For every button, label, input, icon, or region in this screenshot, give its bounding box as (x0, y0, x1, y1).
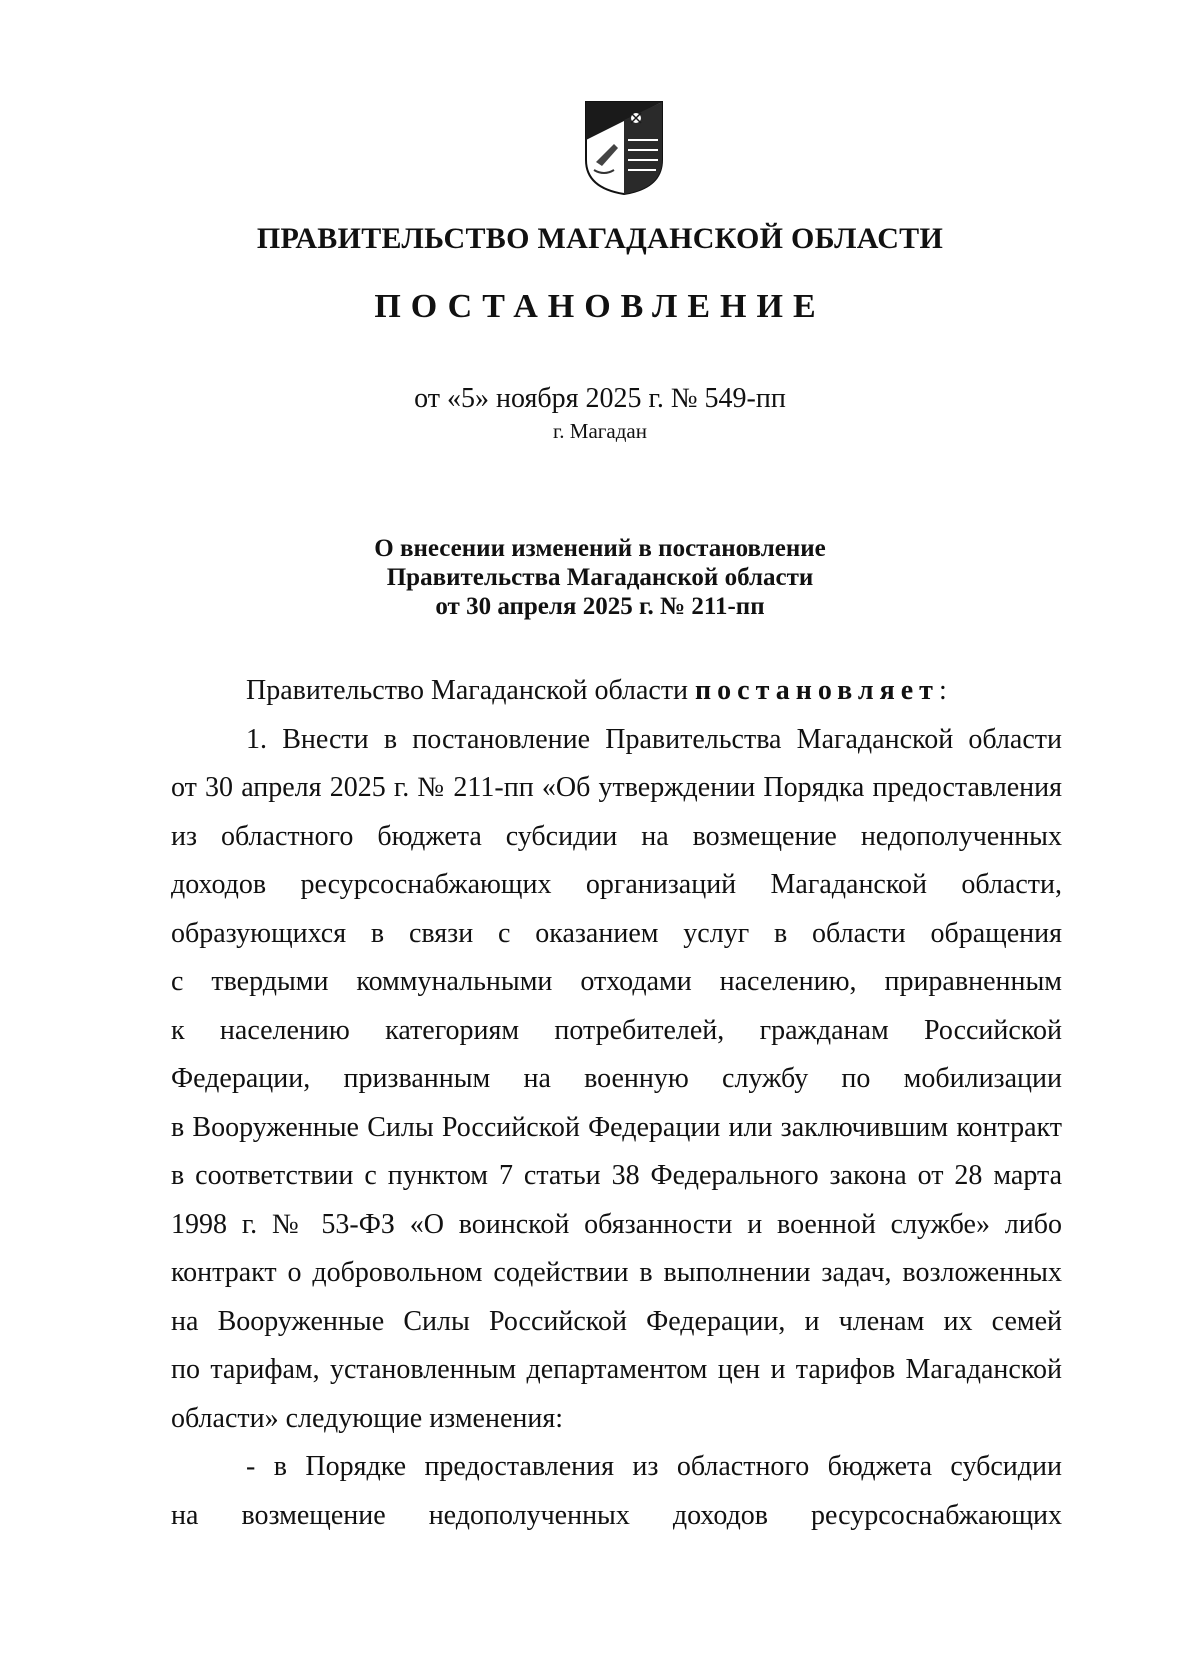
paragraph-line: с твердыми коммунальными отходами населению, приравненным (171, 966, 1062, 997)
paragraph-line: из областного бюджета субсидии на возмещение недополученных (171, 820, 1062, 852)
paragraph-line: в соответствии с пунктом 7 статьи 38 Федерального закона от 28 марта (171, 1160, 1062, 1191)
paragraph-line: на Вооруженные Силы Российской Федерации, и членам их семей (171, 1305, 1062, 1337)
document-subject (0, 534, 1200, 621)
preamble-text: Правительство Магаданской области (246, 675, 696, 706)
paragraph-line: к населению категориям потребителей, гражданам Российской (171, 1014, 1062, 1046)
subject-line: О внесении изменений в постановление (374, 535, 826, 562)
paragraph-line: 1998 г. № 53-ФЗ «О воинской обязанности и военной службе» либо (171, 1208, 1062, 1240)
government-title: ПРАВИТЕЛЬСТВО МАГАДАНСКОЙ ОБЛАСТИ (256, 222, 944, 255)
subject-line: Правительства Магаданской области (386, 564, 814, 591)
paragraph-line: доходов ресурсоснабжающих организаций Магаданской области, (171, 869, 1062, 900)
paragraph-line: 1. Внести в постановление Правительства Магаданской области (246, 723, 1062, 755)
paragraph-line: в Вооруженные Силы Российской Федерации или заключившим контракт (171, 1111, 1062, 1143)
preamble (171, 667, 1062, 716)
document-body (171, 667, 1062, 1540)
item-line: на возмещение недополученных доходов ресурсоснабжающих (171, 1499, 1062, 1531)
list-item-1 (171, 1443, 1062, 1540)
paragraph-line: по тарифам, установленным департаментом цен и тарифов Магаданской (171, 1354, 1062, 1385)
document-city: г. Магадан (553, 419, 647, 443)
item-line: - в Порядке предоставления из областного бюджета субсидии (246, 1451, 1062, 1482)
document-type-heading: ПОСТАНОВЛЕНИЕ (374, 288, 826, 325)
paragraph-line: области» следующие изменения: (171, 1402, 564, 1434)
paragraph-line: от 30 апреля 2025 г. № 211-пп «Об утверждении Порядка предоставления (171, 772, 1062, 803)
paragraph-line: образующихся в связи с оказанием услуг в области обращения (171, 917, 1062, 949)
paragraph-line: Федерации, призванным на военную службу по мобилизации (171, 1063, 1062, 1094)
subject-line: от 30 апреля 2025 г. № 211-пп (435, 593, 765, 620)
document-date-number: от «5» ноября 2025 г. № 549-пп (414, 383, 786, 414)
preamble-emphasis: постановляет (695, 675, 939, 706)
coat-of-arms-emblem (584, 100, 664, 196)
paragraph-line: контракт о добровольном содействии в выполнении задач, возложенных (171, 1257, 1062, 1288)
paragraph-1 (171, 716, 1062, 1444)
preamble-colon: : (938, 675, 947, 706)
